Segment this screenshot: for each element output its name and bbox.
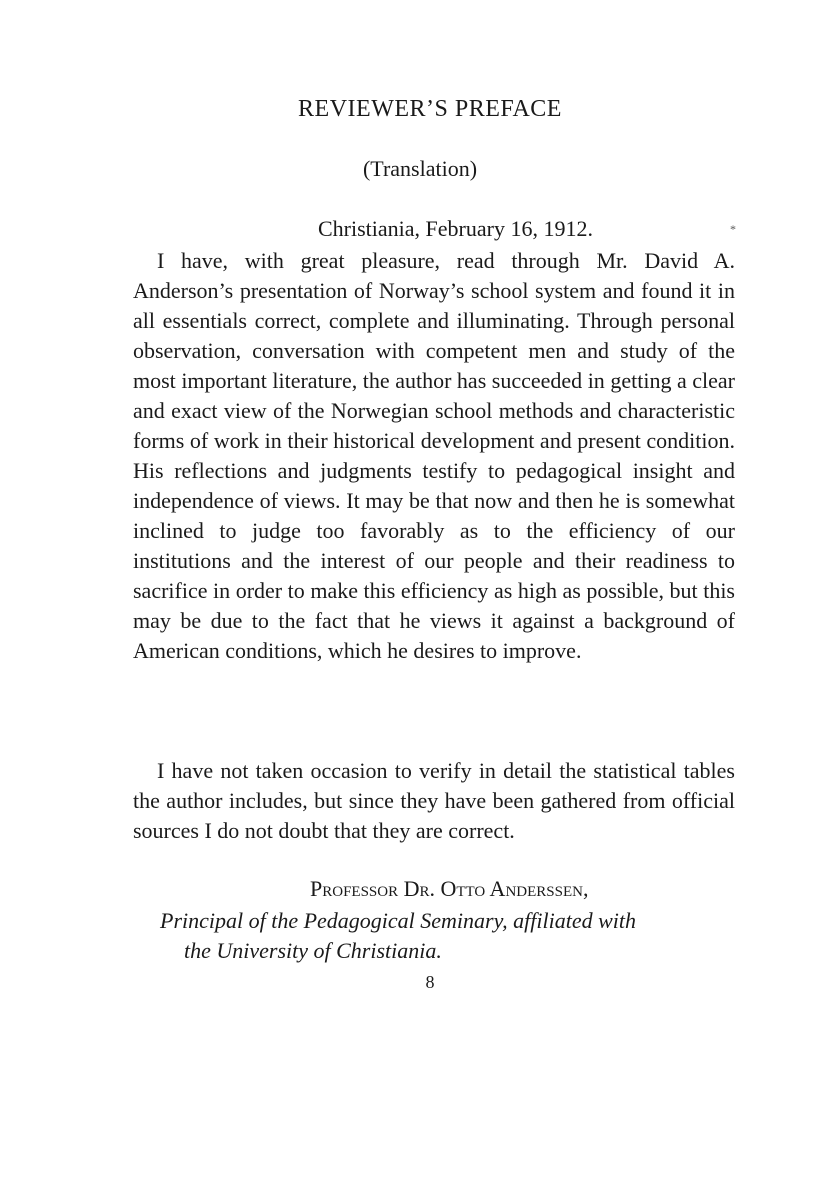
- paragraph-text: I have, with great pleasure, read through Mr. David A. Anderson’s presentation of Norway’s school system and found it in all essentials correct, complete and illuminating. Through personal observation, conversation with competent men and study of the most important literature, the author has succeeded in getting a clear and exact view of the Norwegian school methods and characteristic forms of work in their historical development and present condition. His reflections and judgments testify to pedagogical insight and independence of views. It may be that now and then he is somewhat inclined to judge too favorably as to the efficiency of our institutions and the interest of our people and their readiness to sacrifice in order to make this efficiency as high as possible, but this may be due to the fact that he views it against a background of American conditions, which he desires to improve.: [133, 248, 735, 663]
- signature-name: Professor Dr. Otto Anderssen,: [310, 876, 589, 901]
- affiliation-line-1: Principal of the Pedagogical Seminary, affiliated with: [160, 908, 636, 933]
- margin-mark: *: [730, 222, 736, 236]
- affiliation-line-2: the University of Christiania.: [184, 938, 442, 963]
- page-title: REVIEWER’S PREFACE: [298, 96, 562, 122]
- paragraph-text: I have not taken occasion to verify in detail the statistical tables the author includes, but since they have been gathered from official sources I do not doubt that they are correct.: [133, 758, 735, 843]
- signature-affiliation: [160, 906, 740, 966]
- body-paragraph-1: [133, 246, 735, 666]
- body-paragraph-2: [133, 756, 735, 846]
- dateline: Christiania, February 16, 1912.: [318, 216, 593, 241]
- page-number: 8: [425, 972, 435, 992]
- page-subtitle: (Translation): [362, 156, 478, 181]
